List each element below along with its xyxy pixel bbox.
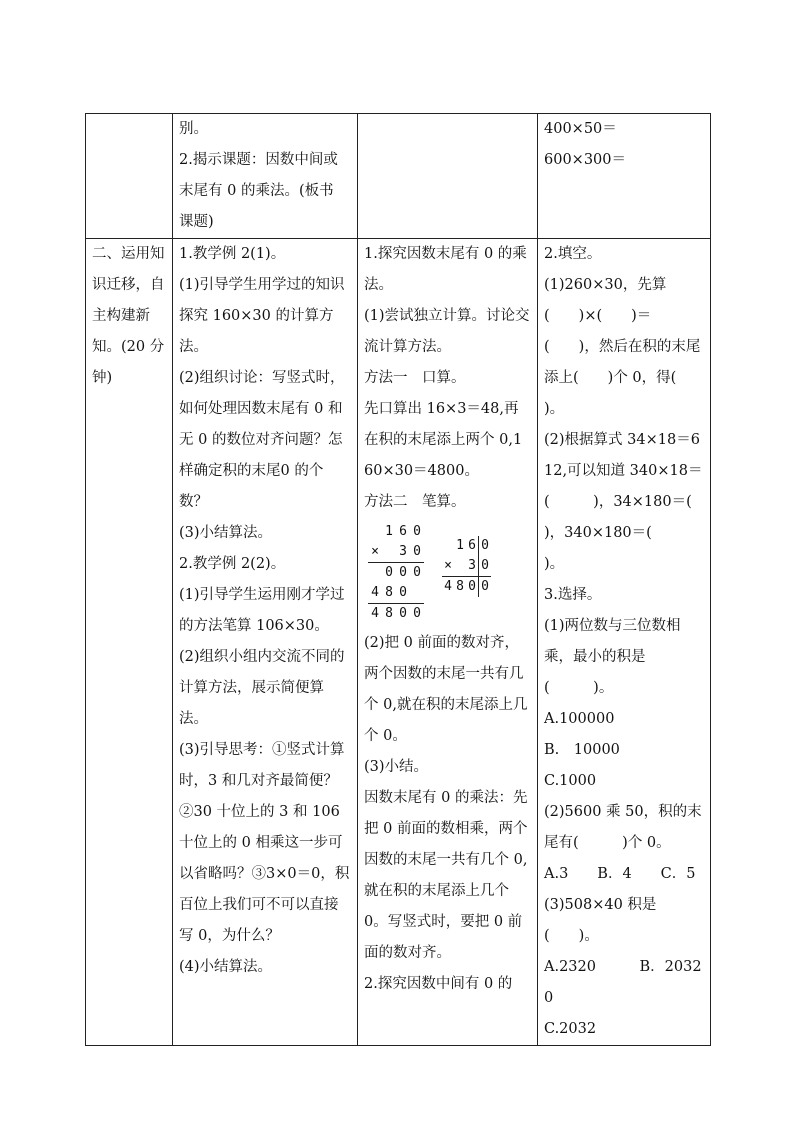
vertical-calculations xyxy=(368,522,531,624)
teacher-activity-cell xyxy=(173,239,358,1046)
calc-row xyxy=(442,556,491,576)
paragraph: (4)小结算法。 xyxy=(179,959,273,975)
paragraph: (1)260×30，先算 xyxy=(544,277,667,293)
digit xyxy=(454,556,466,576)
digit: 0 xyxy=(385,565,393,580)
calc-row xyxy=(368,542,424,562)
digit: × xyxy=(444,558,452,573)
digit: 8 xyxy=(385,606,393,621)
paragraph: 3.选择。 xyxy=(544,587,602,603)
digit xyxy=(442,536,454,556)
text-line: 课题) xyxy=(179,214,214,230)
digit: 4 xyxy=(444,579,452,594)
digit: 6 xyxy=(468,538,476,553)
digit: 0 xyxy=(413,606,421,621)
paragraph: (3)小结。 xyxy=(364,759,429,775)
digit: 1 xyxy=(385,524,393,539)
text-line: 别。 xyxy=(179,121,208,137)
paragraph: C.1000 xyxy=(544,773,597,789)
calc-row xyxy=(442,536,491,556)
digit: 0 xyxy=(399,565,407,580)
paragraph: (2)组织小组内交流不同的计算方法，展示简便算法。 xyxy=(179,649,345,727)
paragraph: (3)508×40 积是 xyxy=(544,897,657,913)
paragraph: 1.探究因数末尾有 0 的乘法。 xyxy=(364,246,527,293)
teacher-activity-cell xyxy=(173,114,358,239)
calc-row xyxy=(368,604,424,624)
paragraph: ( )。 xyxy=(544,680,614,696)
digit: 8 xyxy=(456,579,464,594)
stage-cell xyxy=(86,114,173,239)
digit: 0 xyxy=(413,544,421,559)
calc-row xyxy=(368,563,424,583)
digit: 0 xyxy=(478,536,491,556)
table-row xyxy=(86,239,711,1046)
paragraph: A.100000 xyxy=(544,711,615,727)
digit: 3 xyxy=(468,558,476,573)
paragraph: 先口算出 16×3＝48,再在积的末尾添上两个 0,160×30＝4800。 xyxy=(364,401,523,479)
text-line: 2.揭示课题：因数中间或 xyxy=(179,152,338,168)
vertical-calc-b xyxy=(442,536,491,624)
digit: 0 xyxy=(399,606,407,621)
digit: 0 xyxy=(399,585,407,600)
digit: 0 xyxy=(413,565,421,580)
paragraph: B. 10000 xyxy=(544,742,620,758)
paragraph: 2.探究因数中间有 0 的 xyxy=(364,976,513,992)
paragraph: 2.教学例 2(2)。 xyxy=(179,556,286,572)
paragraph: (3)引导思考：①竖式计算时，3 和几对齐最简便？②30 十位上的 3 和 106 十位上的 0 相乘这一步可以省略吗？③3×0＝0，积百位上我们可不可以直接写 0，为什么？ xyxy=(179,742,350,944)
paragraph: ( )，然后在积的末尾添上( )个 0，得( )。 xyxy=(544,339,706,417)
paragraph: (1)引导学生运用刚才学过的方法笔算 106×30。 xyxy=(179,587,345,634)
exercise-cell xyxy=(538,239,736,1046)
paragraph: (2)5600 乘 50，积的末尾有( )个 0。 xyxy=(544,804,702,851)
digit xyxy=(368,563,382,583)
student-activity-cell xyxy=(358,239,538,1046)
paragraph: ( )×( )＝ xyxy=(544,308,652,324)
digit xyxy=(368,522,382,542)
digit: 3 xyxy=(399,544,407,559)
paragraph: 1.教学例 2(1)。 xyxy=(179,246,286,262)
paragraph: A.2320 B．20320 xyxy=(544,959,702,1006)
paragraph: (2)组织讨论：写竖式时，如何处理因数末尾有 0 和无 0 的数位对齐问题？怎样确定积的末尾0 的个数？ xyxy=(179,370,345,510)
digit xyxy=(382,542,396,562)
paragraph: ( )。 xyxy=(544,928,599,944)
digit: 0 xyxy=(478,577,491,597)
table-row xyxy=(86,114,711,239)
calc-row xyxy=(442,577,491,597)
student-activity-cell xyxy=(358,114,538,239)
digit: 4 xyxy=(371,606,379,621)
text-line: 400×50＝ xyxy=(544,121,617,137)
paragraph: (1)尝试独立计算。讨论交流计算方法。 xyxy=(364,308,530,355)
paragraph: (3)小结算法。 xyxy=(179,525,273,541)
digit: 0 xyxy=(478,556,491,576)
stage-cell xyxy=(86,239,173,1046)
text-line: 600×300＝ xyxy=(544,152,627,168)
text-line: 末尾有 0 的乘法。(板书 xyxy=(179,183,334,199)
paragraph: 方法二 笔算。 xyxy=(364,494,466,510)
calc-row xyxy=(368,583,424,603)
exercise-cell xyxy=(538,114,711,239)
digit: 4 xyxy=(371,585,379,600)
digit: 8 xyxy=(385,585,393,600)
paragraph: C.2032 xyxy=(544,1021,597,1037)
digit: 1 xyxy=(456,538,464,553)
paragraph: (2)根据算式 34×18＝612,可以知道 340×18＝( )，34×180＝( )，340×180＝( )。 xyxy=(544,432,736,572)
digit: 0 xyxy=(468,579,476,594)
calc-row xyxy=(368,522,424,542)
paragraph: (1)两位数与三位数相乘，最小的积是 xyxy=(544,618,681,665)
digit: 6 xyxy=(399,524,407,539)
digit xyxy=(410,583,424,603)
lesson-table xyxy=(85,113,736,1046)
vertical-calc-a xyxy=(368,522,424,624)
paragraph: 2.填空。 xyxy=(544,246,602,262)
stage-label: 二、运用知识迁移，自主构建新知。(20 分钟) xyxy=(92,246,165,386)
paragraph: A.3 B．4 C．5 xyxy=(544,866,696,882)
digit: 0 xyxy=(413,524,421,539)
paragraph: (1)引导学生用学过的知识探究 160×30 的计算方法。 xyxy=(179,277,345,355)
paragraph: 因数末尾有 0 的乘法：先把 0 前面的数相乘，两个因数的末尾一共有几个 0,就在积的末尾添上几个 0。写竖式时，要把 0 前面的数对齐。 xyxy=(364,790,528,961)
paragraph: 方法一 口算。 xyxy=(364,370,466,386)
paragraph: (2)把 0 前面的数对齐，两个因数的末尾一共有几个 0,就在积的末尾添上几个 0。 xyxy=(364,635,528,744)
digit: × xyxy=(371,544,379,559)
